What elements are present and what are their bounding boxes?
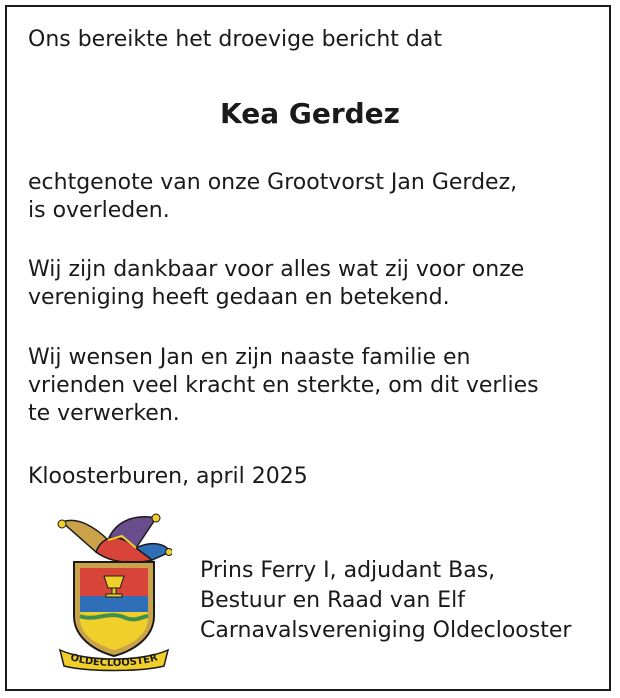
intro-text: Ons bereikte het droevige bericht dat: [28, 27, 442, 52]
carnival-crest-logo-icon: [56, 512, 172, 672]
signature-line-3: Carnavalsvereniging Oldeclooster: [200, 618, 572, 643]
paragraph-1-line-1: echtgenote van onze Grootvorst Jan Gerdez,: [28, 170, 518, 195]
paragraph-1-line-2: is overleden.: [28, 198, 170, 223]
signature-line-2: Bestuur en Raad van Elf: [200, 588, 466, 613]
place-and-date: Kloosterburen, april 2025: [28, 464, 308, 489]
deceased-name: Kea Gerdez: [220, 97, 400, 130]
paragraph-2-line-1: Wij zijn dankbaar voor alles wat zij voor onze: [28, 257, 525, 282]
paragraph-2-line-2: vereniging heeft gedaan en betekend.: [28, 285, 450, 310]
paragraph-3-line-1: Wij wensen Jan en zijn naaste familie en: [28, 345, 471, 370]
paragraph-3-line-3: te verwerken.: [28, 401, 180, 426]
paragraph-3-line-2: vrienden veel kracht en sterkte, om dit verlies: [28, 373, 539, 398]
crest-banner-text: OLDECLOOSTER: [69, 652, 159, 670]
signature-line-1: Prins Ferry I, adjudant Bas,: [200, 558, 496, 583]
